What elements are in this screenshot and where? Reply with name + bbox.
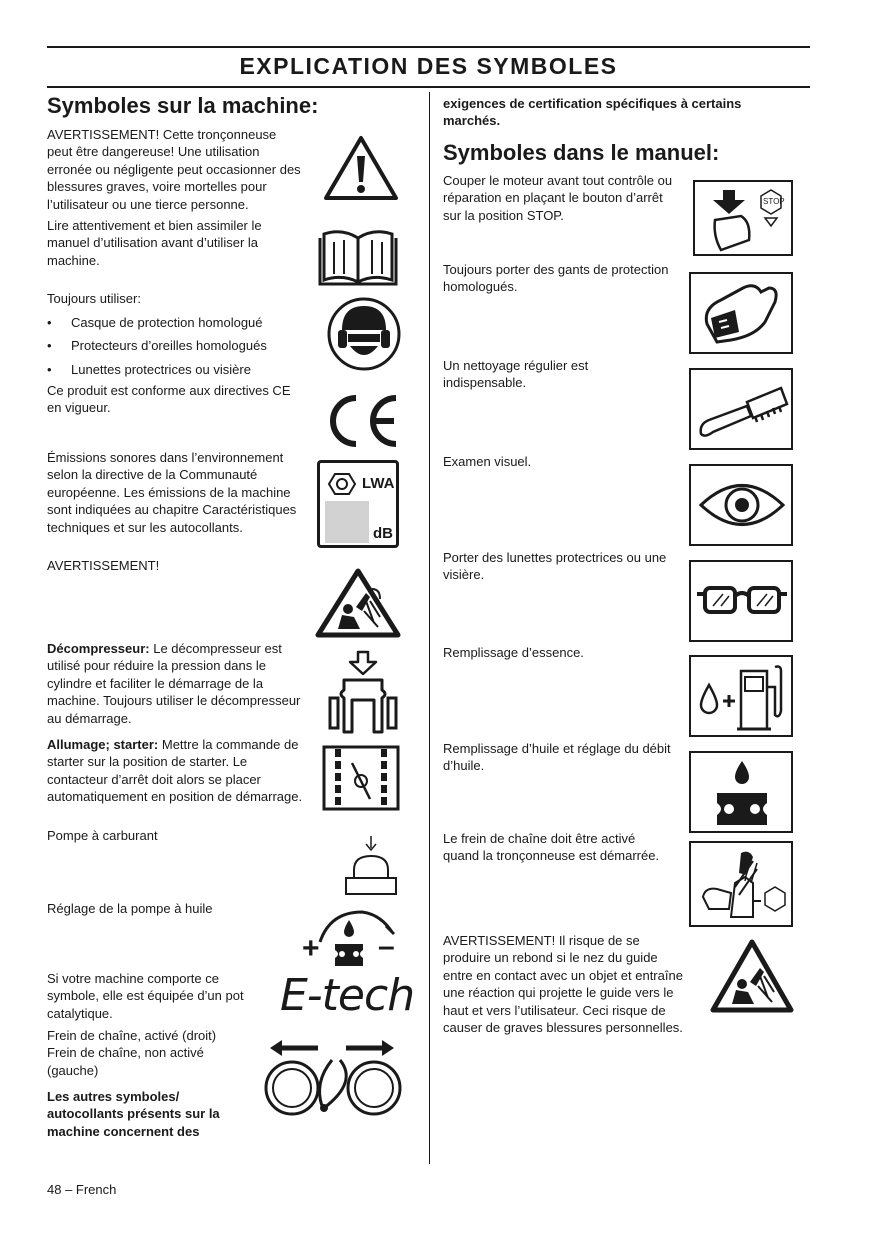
refuel-text: Remplissage d’essence. xyxy=(443,645,584,660)
refuel-icon xyxy=(689,655,793,737)
noise-hex-icon xyxy=(327,471,357,497)
stop-label: STOP xyxy=(763,197,785,206)
stop-switch-icon xyxy=(701,186,787,252)
page-footer: 48 – French xyxy=(47,1182,117,1197)
kickback-warning-icon xyxy=(314,567,402,639)
other-symbols-text: Les autres symboles/ autocollants présents sur la machine concernent des xyxy=(47,1089,220,1139)
safety-glasses-icon xyxy=(695,572,789,632)
visual-inspection-text: Examen visuel. xyxy=(443,454,532,469)
gloves-text: Toujours porter des gants de protection homologués. xyxy=(443,262,669,295)
eye-icon xyxy=(697,472,787,538)
noise-emission-text: Émissions sonores dans l’environnement selon la directive de la Communauté européenne. Les émissions de la machine sont indiquées au chapitre Caractéristiques techniques et sur les autocollants. xyxy=(47,450,297,535)
column-divider xyxy=(429,92,430,1164)
manual-text: Lire attentivement et bien assimiler le manuel d’utilisation avant d’utiliser la machine. xyxy=(47,218,262,268)
decompressor-label: Décompresseur: xyxy=(47,641,150,656)
glasses-icon xyxy=(689,560,793,642)
fuel-pump-text: Pompe à carburant xyxy=(47,828,158,843)
chain-brake-states-text: Frein de chaîne, activé (droit) Frein de chaîne, non activé (gauche) xyxy=(47,1028,217,1078)
cleaning-icon xyxy=(689,368,793,450)
brake-activation-icon xyxy=(695,847,789,923)
decompressor-text xyxy=(47,640,309,727)
ppe-earmuffs-text: Protecteurs d’oreilles homologués xyxy=(71,338,267,353)
ppe-helmet-text: Casque de protection homologué xyxy=(71,315,263,330)
ppe-glasses-text: Lunettes protectrices ou visière xyxy=(71,362,251,377)
bullet-mark: • xyxy=(47,338,52,353)
warning-triangle-icon xyxy=(322,134,400,202)
warning-text: AVERTISSEMENT! Cette tronçonneuse peut être dangereuse! Une utilisation erronée ou négligente peut occasionner des blessures graves, voire mortelles pour l’utilisateur ou une tierce personne. xyxy=(47,127,301,212)
bullet-mark: • xyxy=(47,362,52,377)
cleaning-text: Un nettoyage régulier est indispensable. xyxy=(443,358,589,391)
glasses-text: Porter des lunettes protectrices ou une visière. xyxy=(443,550,667,583)
left-heading: Symboles sur la machine: xyxy=(47,93,319,118)
right-heading: Symboles dans le manuel: xyxy=(443,140,720,165)
page-title: EXPLICATION DES SYMBOLES xyxy=(239,53,618,79)
stop-engine-text: Couper le moteur avant tout contrôle ou réparation en plaçant le bouton d’arrêt sur la position STOP. xyxy=(443,173,673,223)
bullet-mark: • xyxy=(47,315,52,330)
always-use-text: Toujours utiliser: xyxy=(47,291,141,306)
ce-text: Ce produit est conforme aux directives CE en vigueur. xyxy=(47,383,291,416)
ce-mark-icon xyxy=(322,392,402,450)
db-label: dB xyxy=(373,525,393,542)
ignition-label: Allumage; starter: xyxy=(47,737,159,752)
glove-icon xyxy=(695,278,789,350)
noise-value-box xyxy=(325,501,369,543)
noise-emission-label-icon xyxy=(317,460,399,548)
brush-icon xyxy=(695,376,789,444)
chain-brake-direction-icon xyxy=(262,1038,402,1118)
title-bottom-rule xyxy=(47,86,810,88)
oil-chain-icon xyxy=(695,757,789,829)
chain-brake-icon xyxy=(689,841,793,927)
protective-equipment-icon xyxy=(326,296,402,372)
etech-text: Si votre machine comporte ce symbole, elle est équipée d’un pot catalytique. xyxy=(47,971,244,1021)
gloves-icon xyxy=(689,272,793,354)
chain-brake-text: Le frein de chaîne doit être activé quand la tronçonneuse est démarrée. xyxy=(443,831,660,864)
oil-pump-text: Réglage de la pompe à huile xyxy=(47,901,213,916)
primer-bulb-icon xyxy=(340,834,402,898)
visual-inspection-icon xyxy=(689,464,793,546)
ignition-text xyxy=(47,736,307,806)
fuel-pump-icon xyxy=(695,661,789,733)
ignition-description: Mettre la commande de starter sur la position de starter. Le contacteur d’arrêt doit alors se placer automatiquement en position de démarrage. xyxy=(47,737,303,805)
choke-icon xyxy=(322,745,400,811)
etech-logo: E-tech xyxy=(280,970,415,1021)
oil-fill-text: Remplissage d’huile et réglage du débit d’huile. xyxy=(443,741,671,774)
decompressor-description: Le décompresseur est utilisé pour réduire la pression dans le cylindre et faciliter le démarrage de la machine. Toujours utiliser le décompresseur au démarrage. xyxy=(47,641,301,726)
warning2-text: AVERTISSEMENT! xyxy=(47,558,160,573)
kickback-warning-text: AVERTISSEMENT! Il risque de se produire un rebond si le nez du guide entre en contact avec un objet et entraîne une réaction qui projette le guide vers le haut et vers l’utilisateur. Ceci risque de causer de graves blessures personnelles. xyxy=(443,933,683,1036)
stop-engine-icon xyxy=(693,180,793,256)
certification-continued-text: exigences de certification spécifiques à certains marchés. xyxy=(443,96,742,129)
lwa-label: LWA xyxy=(362,475,395,492)
minus-label: – xyxy=(378,930,395,963)
decompressor-icon xyxy=(326,650,400,734)
plus-label: + xyxy=(302,932,320,965)
title-top-rule xyxy=(47,46,810,48)
oil-fill-icon xyxy=(689,751,793,833)
kickback-warning-icon-right xyxy=(709,938,795,1014)
manual-book-icon xyxy=(316,226,400,288)
